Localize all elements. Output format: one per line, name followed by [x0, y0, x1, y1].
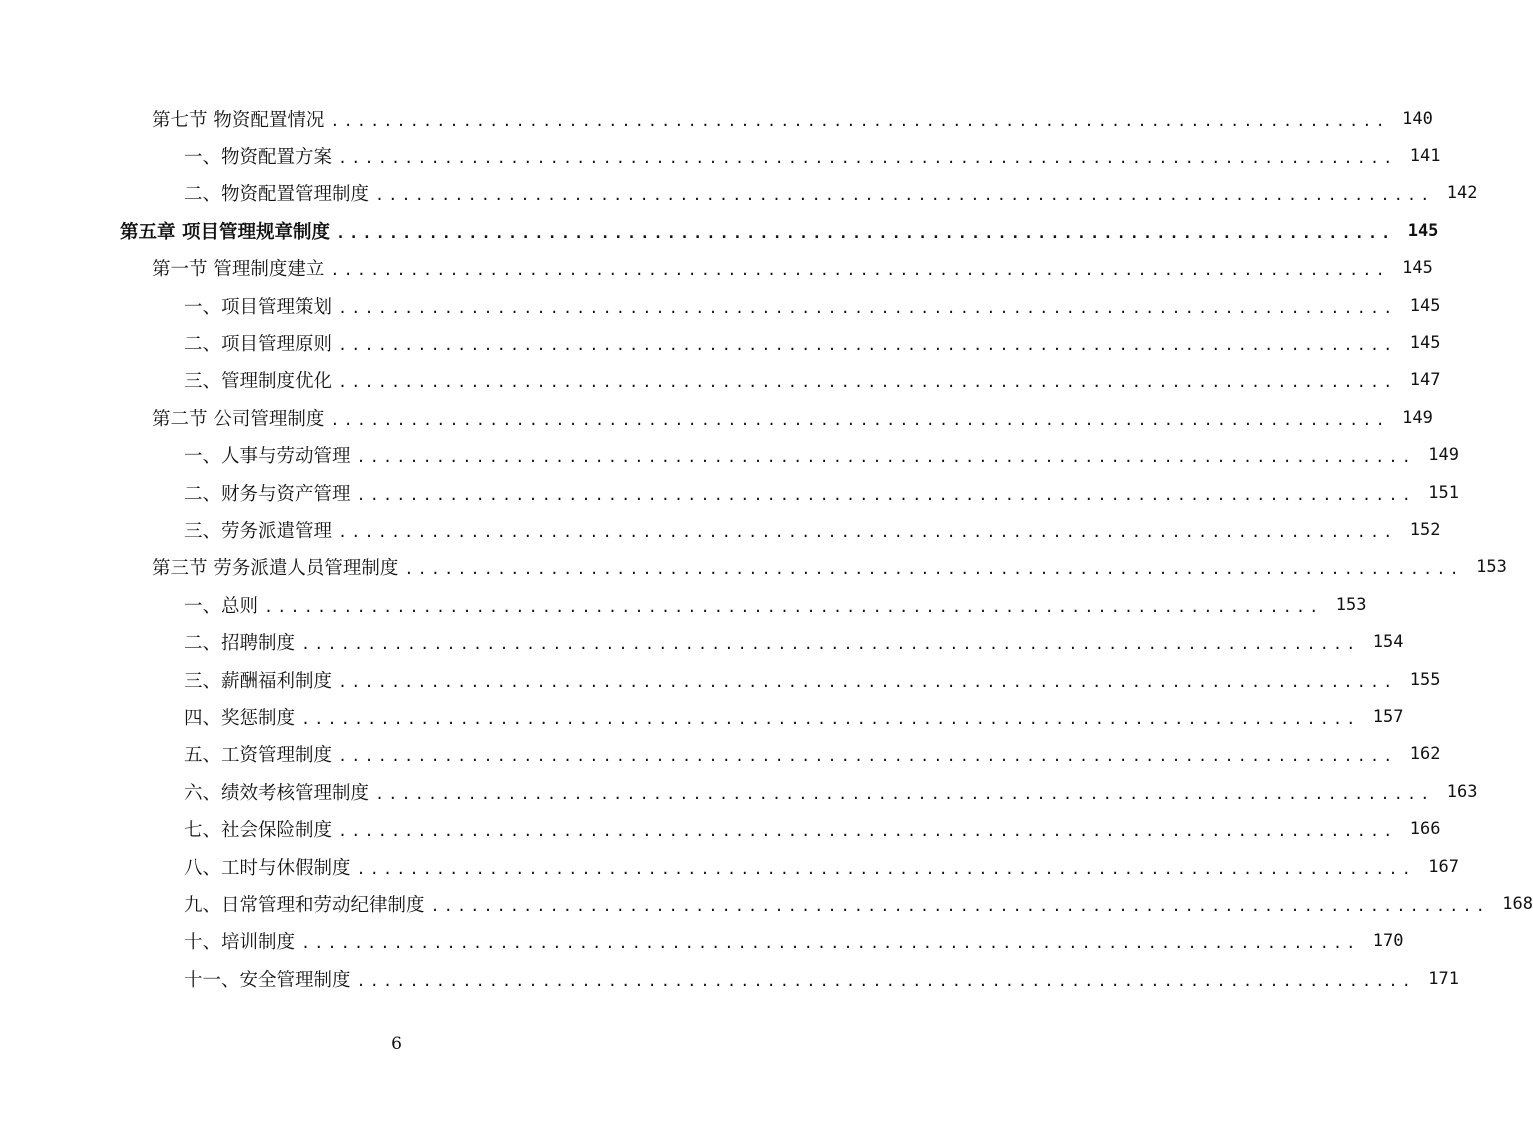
toc-dot-leader: ................................................................................ — [338, 672, 1397, 691]
toc-subsection-entry[interactable] — [0, 773, 1478, 810]
toc-dot-leader: ................................................................................ — [338, 522, 1397, 541]
toc-dot-leader: ................................................................................ — [335, 223, 1395, 242]
toc-subsection-entry[interactable] — [0, 885, 1533, 922]
toc-entry-label: 十一、安全管理制度 — [184, 969, 351, 991]
toc-section-entry[interactable] — [0, 100, 1433, 137]
toc-entry-label: 八、工时与休假制度 — [184, 857, 351, 879]
toc-entry-label: 三、薪酬福利制度 — [184, 670, 333, 692]
toc-dot-leader: ................................................................................ — [338, 822, 1397, 841]
toc-subsection-entry[interactable] — [0, 623, 1404, 660]
page-number: 6 — [391, 1034, 402, 1054]
toc-dot-leader: ................................................................................ — [375, 784, 1434, 803]
toc-entry-page: 149 — [1402, 407, 1433, 428]
toc-entry-label: 二、财务与资产管理 — [184, 483, 351, 505]
toc-dot-leader: ................................................................................ — [338, 298, 1397, 317]
toc-entry-page: 142 — [1446, 183, 1478, 204]
toc-subsection-entry[interactable] — [0, 137, 1441, 174]
toc-subsection-entry[interactable] — [0, 923, 1404, 960]
toc-subsection-entry[interactable] — [0, 586, 1367, 623]
toc-dot-leader: ................................................................................ — [330, 111, 1389, 130]
toc-entry-label: 一、总则 — [184, 595, 259, 617]
toc-dot-leader: ................................................................................ — [430, 896, 1489, 915]
toc-entry-label: 一、项目管理策划 — [184, 296, 333, 318]
toc-entry-label: 三、管理制度优化 — [184, 371, 333, 393]
toc-entry-page: 154 — [1372, 632, 1404, 653]
toc-entry-page: 140 — [1402, 108, 1433, 129]
toc-entry-label: 六、绩效考核管理制度 — [184, 782, 370, 804]
toc-entry-label: 二、项目管理原则 — [184, 334, 333, 356]
toc-entry-page: 167 — [1428, 856, 1459, 877]
toc-subsection-entry[interactable] — [0, 661, 1441, 698]
toc-section-entry[interactable] — [0, 250, 1433, 287]
toc-entry-label: 四、奖惩制度 — [184, 707, 296, 729]
toc-entry-page: 162 — [1409, 744, 1441, 765]
toc-entry-label: 十、培训制度 — [184, 932, 296, 954]
toc-dot-leader: ................................................................................ — [356, 859, 1415, 878]
toc-entry-page: 163 — [1446, 781, 1478, 802]
toc-entry-label: 第七节 物资配置情况 — [152, 109, 325, 131]
toc-entry-page: 170 — [1372, 931, 1404, 952]
toc-dot-leader: ................................................................................ — [356, 971, 1415, 990]
toc-dot-leader: ................................................................................ — [338, 336, 1397, 355]
toc-subsection-entry[interactable] — [0, 287, 1441, 324]
toc-section-entry[interactable] — [0, 399, 1433, 436]
toc-entry-label: 七、社会保险制度 — [184, 820, 333, 842]
toc-entry-page: 145 — [1409, 295, 1441, 316]
table-of-contents — [0, 100, 1533, 997]
toc-entry-label: 第五章 项目管理规章制度 — [120, 221, 330, 243]
toc-dot-leader: ................................................................................ — [356, 485, 1415, 504]
toc-entry-page: 147 — [1409, 370, 1441, 391]
toc-subsection-entry[interactable] — [0, 810, 1441, 847]
toc-entry-page: 157 — [1372, 706, 1404, 727]
toc-subsection-entry[interactable] — [0, 324, 1441, 361]
toc-entry-page: 145 — [1407, 220, 1439, 241]
toc-entry-page: 145 — [1402, 258, 1433, 279]
toc-subsection-entry[interactable] — [0, 736, 1441, 773]
toc-entry-page: 166 — [1409, 819, 1441, 840]
toc-subsection-entry[interactable] — [0, 698, 1404, 735]
toc-entry-page: 155 — [1409, 669, 1441, 690]
toc-entry-label: 第二节 公司管理制度 — [152, 408, 325, 430]
toc-entry-label: 九、日常管理和劳动纪律制度 — [184, 894, 425, 916]
toc-dot-leader: ................................................................................ — [375, 186, 1434, 205]
toc-entry-label: 二、物资配置管理制度 — [184, 184, 370, 206]
toc-entry-page: 141 — [1409, 146, 1441, 167]
toc-entry-label: 一、物资配置方案 — [184, 147, 333, 169]
toc-subsection-entry[interactable] — [0, 960, 1459, 997]
toc-dot-leader: ................................................................................ — [338, 149, 1397, 168]
toc-entry-label: 三、劳务派遣管理 — [184, 520, 333, 542]
toc-entry-label: 第一节 管理制度建立 — [152, 259, 325, 281]
toc-dot-leader: ................................................................................ — [301, 635, 1360, 654]
toc-dot-leader: ................................................................................ — [356, 448, 1415, 467]
toc-entry-page: 153 — [1476, 557, 1507, 578]
toc-entry-page: 168 — [1502, 893, 1533, 914]
toc-dot-leader: ................................................................................ — [264, 597, 1323, 616]
toc-dot-leader: ................................................................................ — [301, 709, 1360, 728]
toc-entry-label: 二、招聘制度 — [184, 633, 296, 655]
toc-dot-leader: ................................................................................ — [404, 560, 1463, 579]
toc-subsection-entry[interactable] — [0, 511, 1441, 548]
toc-dot-leader: ................................................................................ — [330, 261, 1389, 280]
toc-entry-label: 一、人事与劳动管理 — [184, 446, 351, 468]
toc-subsection-entry[interactable] — [0, 362, 1441, 399]
toc-entry-page: 151 — [1428, 482, 1459, 503]
toc-subsection-entry[interactable] — [0, 474, 1459, 511]
toc-entry-page: 153 — [1335, 594, 1367, 615]
toc-entry-page: 171 — [1428, 968, 1459, 989]
toc-subsection-entry[interactable] — [0, 848, 1459, 885]
toc-entry-label: 五、工资管理制度 — [184, 745, 333, 767]
toc-entry-label: 第三节 劳务派遣人员管理制度 — [152, 558, 399, 580]
toc-dot-leader: ................................................................................ — [330, 410, 1389, 429]
toc-entry-page: 149 — [1428, 445, 1459, 466]
toc-subsection-entry[interactable] — [0, 175, 1478, 212]
toc-chapter-entry[interactable] — [0, 212, 1439, 249]
toc-dot-leader: ................................................................................ — [301, 934, 1360, 953]
toc-entry-page: 145 — [1409, 333, 1441, 354]
toc-dot-leader: ................................................................................ — [338, 747, 1397, 766]
toc-section-entry[interactable] — [0, 549, 1507, 586]
toc-dot-leader: ................................................................................ — [338, 373, 1397, 392]
toc-entry-page: 152 — [1409, 519, 1441, 540]
toc-subsection-entry[interactable] — [0, 437, 1459, 474]
